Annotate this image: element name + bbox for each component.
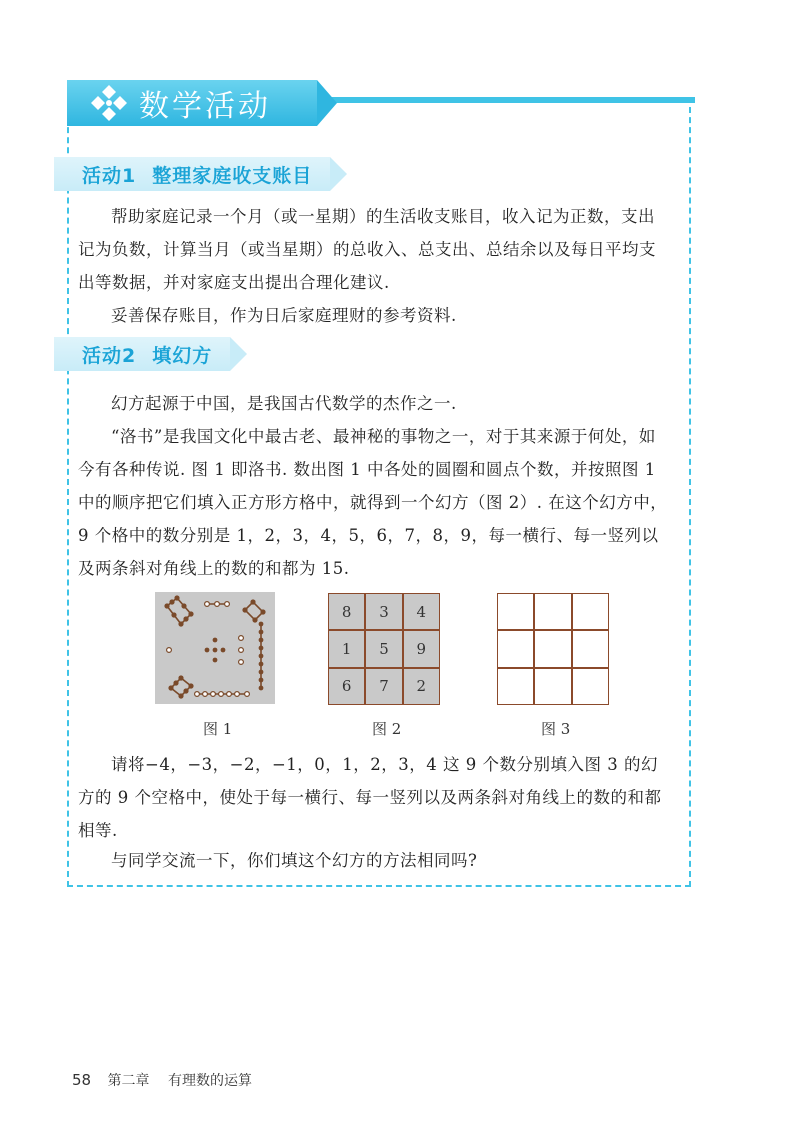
magic-square-cell: 2 <box>403 668 440 705</box>
empty-cell <box>572 630 609 667</box>
activity2-title: 填幻方 <box>152 344 213 367</box>
empty-cell <box>572 593 609 630</box>
page-footer <box>72 1070 252 1090</box>
magic-square-cell: 8 <box>328 593 365 630</box>
empty-cell <box>497 593 534 630</box>
activity2-paragraph-2: “洛书”是我国文化中最古老、最神秘的事物之一，对于其来源于何处，如今有各种传说. 图 1 即洛书. 数出图 1 中各处的圆圈和圆点个数，并按照图 1 中的顺序把它们填入正方形方格中，就得到一个幻方（图 2）. 在这个幻方中，9 个格中的数分别是 1，2，3，4，5，6，7，8，9，每一横行、每一竖列以及两条斜对角线上的数的和都为 15. <box>78 427 668 578</box>
magic-square-cell: 6 <box>328 668 365 705</box>
activity1-header-slant <box>330 157 347 191</box>
chapter-title: 有理数的运算 <box>168 1073 252 1089</box>
section-banner <box>67 80 317 126</box>
empty-cell <box>572 668 609 705</box>
empty-square-figure <box>497 593 609 705</box>
activity2-paragraph-1: 幻方起源于中国，是我国古代数学的杰作之一. <box>111 394 457 413</box>
activity2-label: 活动2 <box>82 344 137 367</box>
empty-cell <box>497 668 534 705</box>
fig1-caption: 图 1 <box>203 720 233 738</box>
fig3-caption: 图 3 <box>541 720 571 738</box>
magic-square-cell: 3 <box>365 593 402 630</box>
magic-square-cell: 4 <box>403 593 440 630</box>
empty-cell <box>534 668 571 705</box>
empty-cell <box>534 630 571 667</box>
activity1-paragraph-1: 帮助家庭记录一个月（或一星期）的生活收支账目，收入记为正数，支出记为负数，计算当月（或当星期）的总收入、总支出、总结余以及每日平均支出等数据，并对家庭支出提出合理化建议. <box>78 207 656 292</box>
magic-square-cell: 1 <box>328 630 365 667</box>
activity1-paragraph-2: 妥善保存账目，作为日后家庭理财的参考资料. <box>111 306 457 325</box>
magic-square-cell: 9 <box>403 630 440 667</box>
activity2-paragraph-3: 请将−4，−3，−2，−1，0，1，2，3，4 这 9 个数分别填入图 3 的幻方的 9 个空格中，使处于每一横行、每一竖列以及两条斜对角线上的数的和都相等. <box>78 755 662 840</box>
page-number: 58 <box>72 1071 92 1089</box>
fig2-caption: 图 2 <box>372 720 402 738</box>
activity1-header <box>54 157 330 191</box>
banner-rule <box>310 97 695 103</box>
empty-cell <box>497 630 534 667</box>
chapter-label: 第二章 <box>107 1073 150 1089</box>
luoshu-figure <box>155 592 275 704</box>
magic-square-cell: 5 <box>365 630 402 667</box>
banner-slant <box>317 80 337 126</box>
magic-square-cell: 7 <box>365 668 402 705</box>
section-title: 数学活动 <box>139 89 271 124</box>
activity1-label: 活动1 <box>82 164 137 187</box>
empty-cell <box>534 593 571 630</box>
magic-square-figure <box>328 593 440 705</box>
activity2-paragraph-4: 与同学交流一下，你们填这个幻方的方法相同吗? <box>111 851 478 870</box>
diamond-arrows-icon <box>89 83 129 123</box>
activity2-header <box>54 337 230 371</box>
activity1-title: 整理家庭收支账目 <box>152 164 313 187</box>
activity2-header-slant <box>230 337 247 371</box>
